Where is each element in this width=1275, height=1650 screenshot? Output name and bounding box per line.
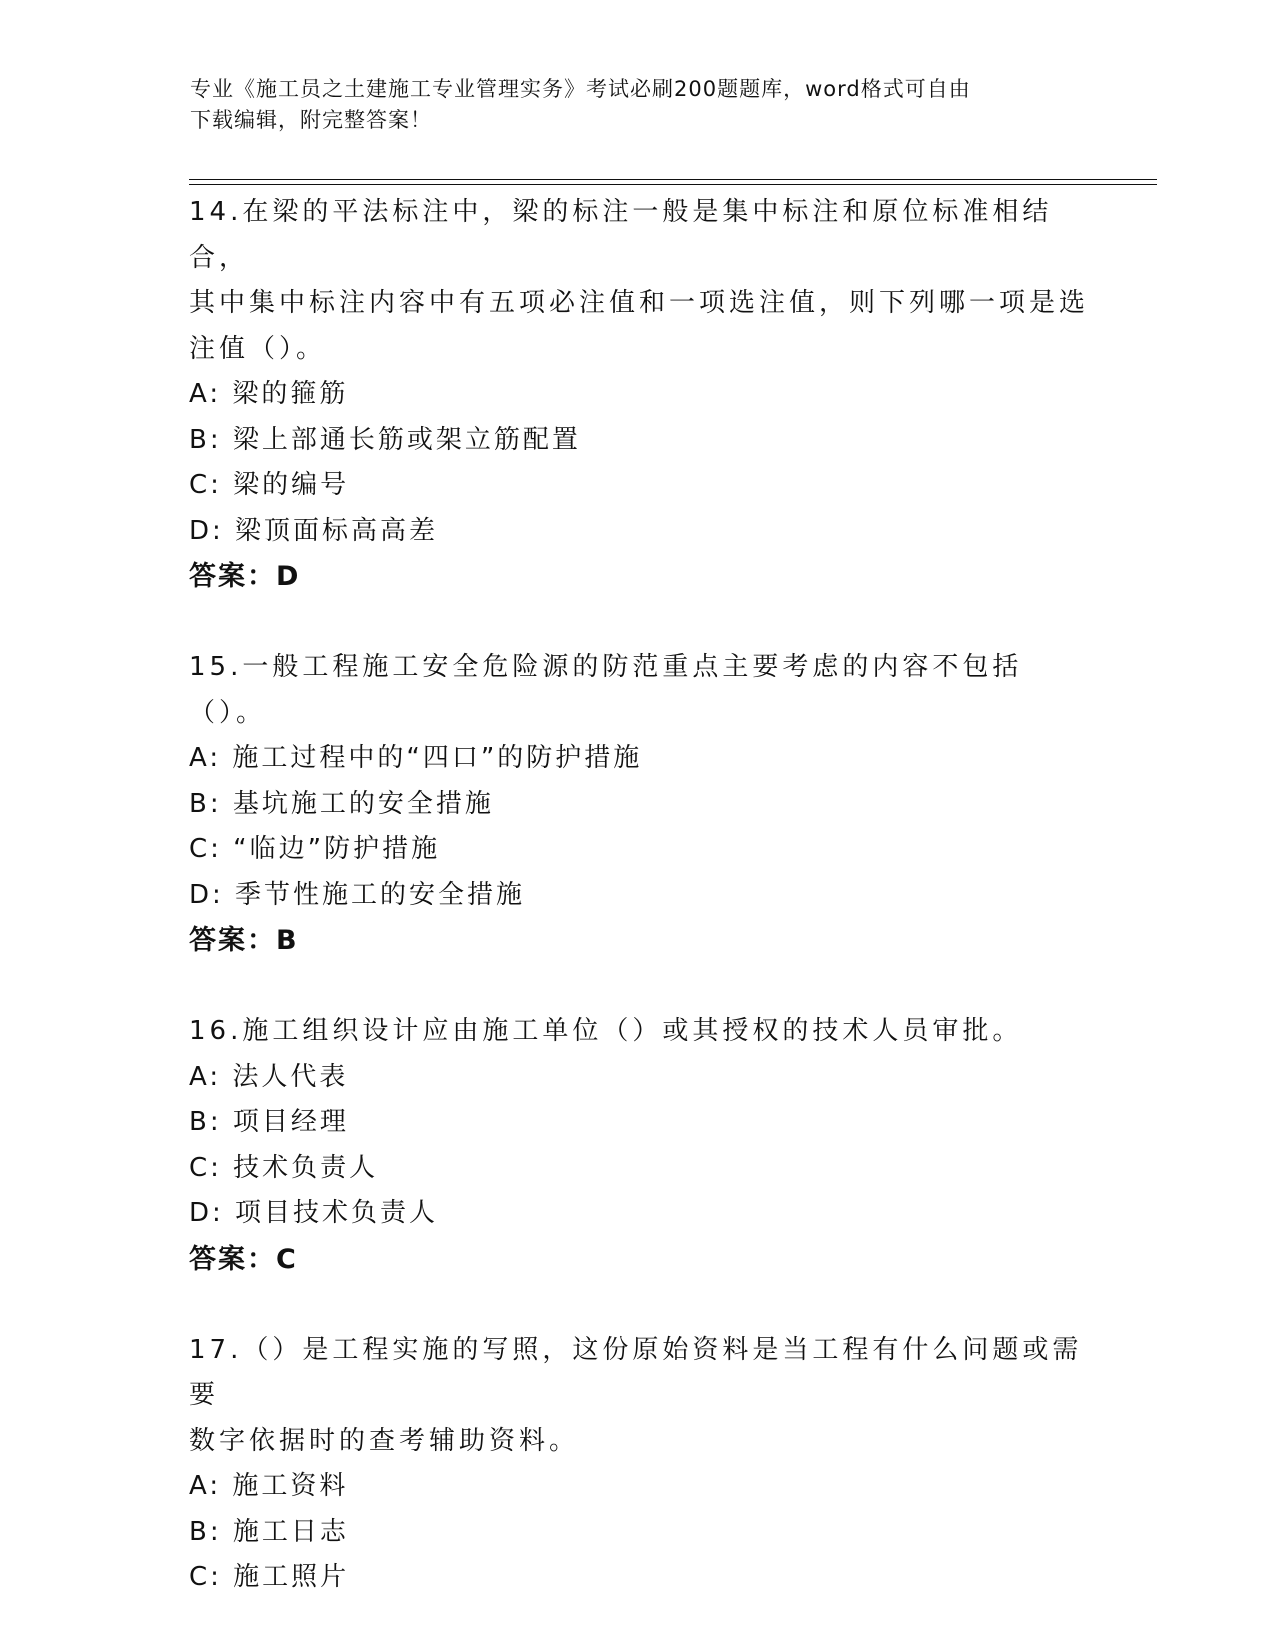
- question-spacer: [189, 1282, 1089, 1328]
- option-a: A: 梁的箍筋: [189, 379, 349, 409]
- question-text-line: 16.施工组织设计应由施工单位（）或其授权的技术人员审批。: [189, 1016, 1023, 1046]
- question-text-line: 注值（）。: [189, 333, 327, 364]
- option-d: D: 项目技术负责人: [189, 1198, 439, 1228]
- question-list: [189, 190, 1089, 1601]
- question-text-line: 17.（）是工程实施的写照，这份原始资料是当工程有什么问题或需要: [189, 1334, 1083, 1410]
- answer-label: 答案：C: [189, 1243, 298, 1275]
- option-c: C: 梁的编号: [189, 470, 350, 500]
- question-text-line: 15.一般工程施工安全危险源的防范重点主要考虑的内容不包括（）。: [189, 652, 1023, 728]
- question-14: [189, 190, 1089, 600]
- question-17: [189, 1328, 1089, 1601]
- option-b: B: 基坑施工的安全措施: [189, 788, 494, 819]
- header-divider-bottom: [189, 184, 1157, 185]
- question-text-line: 数字依据时的查考辅助资料。: [189, 1425, 580, 1456]
- answer-label: 答案：D: [189, 561, 301, 592]
- option-a: A: 法人代表: [189, 1061, 349, 1092]
- header-line-1: 专业《施工员之土建施工专业管理实务》考试必刷200题题库，word格式可自由: [190, 77, 971, 101]
- option-a: A: 施工资料: [189, 1471, 349, 1501]
- question-spacer: [189, 600, 1089, 646]
- option-b: B: 施工日志: [189, 1516, 349, 1547]
- header-line-2: 下载编辑，附完整答案！: [190, 108, 432, 132]
- option-b: B: 项目经理: [189, 1107, 349, 1137]
- document-header: [190, 74, 1090, 136]
- option-d: D: 季节性施工的安全措施: [189, 879, 526, 910]
- option-b: B: 梁上部通长筋或架立筋配置: [189, 424, 581, 455]
- option-c: C: 施工照片: [189, 1562, 350, 1592]
- option-c: C: 技术负责人: [189, 1152, 379, 1183]
- question-15: [189, 645, 1089, 964]
- option-c: C: “临边”防护措施: [189, 834, 441, 864]
- question-text-line: 其中集中标注内容中有五项必注值和一项选注值，则下列哪一项是选: [189, 288, 1090, 318]
- question-spacer: [189, 964, 1089, 1010]
- answer-label: 答案：B: [189, 925, 299, 956]
- question-16: [189, 1009, 1089, 1282]
- header-divider-top: [189, 179, 1157, 180]
- option-a: A: 施工过程中的“四口”的防护措施: [189, 743, 643, 773]
- question-text-line: 14.在梁的平法标注中，梁的标注一般是集中标注和原位标准相结合，: [189, 197, 1053, 273]
- option-d: D: 梁顶面标高高差: [189, 515, 439, 546]
